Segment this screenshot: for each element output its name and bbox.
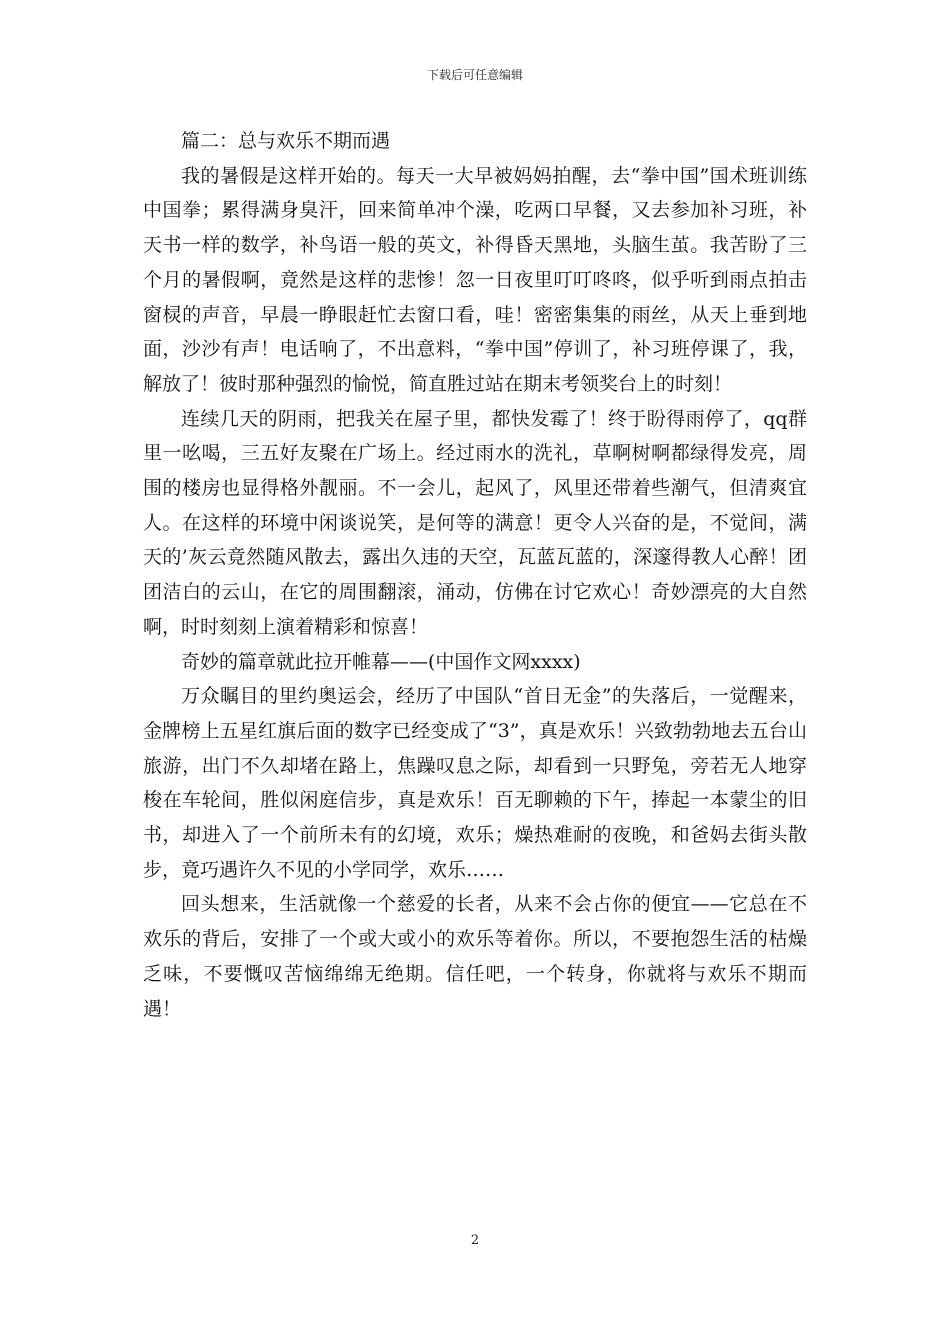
section-title: 篇二：总与欢乐不期而遇: [181, 130, 391, 152]
page-number: 2: [470, 1233, 480, 1248]
paragraph-4: 万众瞩目的里约奥运会，经历了中国队“首日无金”的失落后，一觉醒来，金牌榜上五星红旗后面的数字已经变成了“3”，真是欢乐！兴致勃勃地去五台山旅游，出门不久却堵在路上，焦躁叹息之际，却看到一只野兔，旁若无人地穿梭在车轮间，胜似闲庭信步，真是欢乐！百无聊赖的下午，捧起一本蒙尘的旧书，却进入了一个前所未有的幻境，欢乐；燥热难耐的夜晚，和爸妈去街头散步，竟巧遇许久不见的小学同学，欢乐……: [143, 685, 807, 881]
header-note: 下载后可任意编辑: [426, 68, 523, 82]
paragraph-1: 我的暑假是这样开始的。每天一大早被妈妈拍醒，去“拳中国”国术班训练中国拳；累得满身臭汗，回来简单冲个澡，吃两口早餐，又去参加补习班，补天书一样的数学，补鸟语一般的英文，补得昏天黑地，头脑生茧。我苦盼了三个月的暑假啊，竟然是这样的悲惨！忽一日夜里叮叮咚咚，似乎听到雨点拍击窗棂的声音，早晨一睁眼赶忙去窗口看，哇！密密集集的雨丝，从天上垂到地面，沙沙有声！电话响了，不出意料，“拳中国”停训了，补习班停课了，我，解放了！彼时那种强烈的愉悦，简直胜过站在期末考领奖台上的时刻！: [143, 164, 807, 395]
paragraph-3: 奇妙的篇章就此拉开帷幕——(中国作文网xxxx): [181, 650, 581, 673]
document-body: [143, 124, 807, 1026]
paragraph-5: 回头想来，生活就像一个慈爱的长者，从来不会占你的便宜——它总在不欢乐的背后，安排了一个或大或小的欢乐等着你。所以，不要抱怨生活的枯燥乏味，不要慨叹苦恼绵绵无绝期。信任吧，一个转身，你就将与欢乐不期而遇！: [143, 893, 807, 1020]
paragraph-2: 连续几天的阴雨，把我关在屋子里，都快发霉了！终于盼得雨停了，qq群里一吆喝，三五好友聚在广场上。经过雨水的洗礼，草啊树啊都绿得发亮，周围的楼房也显得格外靓丽。不一会儿，起风了，风里还带着些潮气，但清爽宜人。在这样的环境中闲谈说笑，是何等的满意！更令人兴奋的是，不觉间，满天的’灰云竟然随风散去，露出久违的天空，瓦蓝瓦蓝的，深邃得教人心醉！团团洁白的云山，在它的周围翻滚，涌动，仿佛在讨它欢心！奇妙漂亮的大自然啊，时时刻刻上演着精彩和惊喜！: [143, 407, 807, 638]
